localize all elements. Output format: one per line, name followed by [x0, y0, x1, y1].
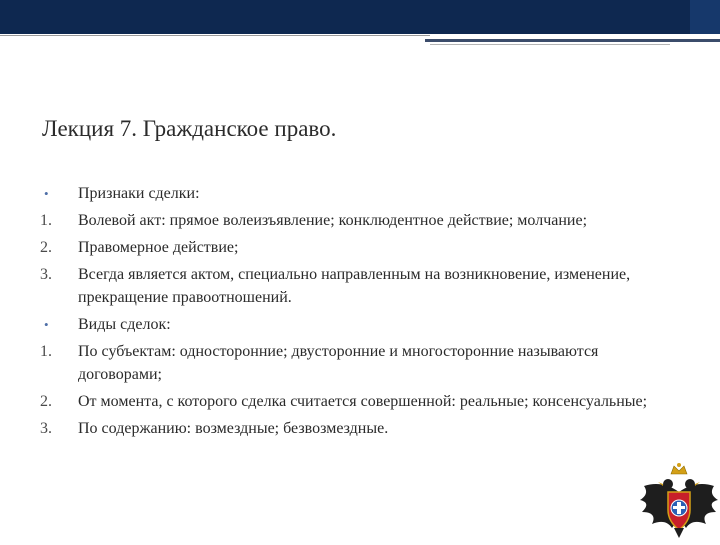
list-item-text: Виды сделок: [78, 316, 171, 333]
list-item [40, 209, 680, 232]
divider-line-thick [425, 39, 720, 42]
list-item [40, 236, 680, 259]
list-item [40, 313, 680, 336]
number-marker: 2. [40, 239, 52, 256]
list-item-text: Всегда является актом, специально направленным на возникновение, изменение, прекращение правоотношений. [78, 266, 631, 306]
header-accent [690, 0, 720, 34]
list-item-text: Волевой акт: прямое волеизъявление; конклюдентное действие; молчание; [78, 212, 588, 229]
list-item-text: По содержанию: возмездные; безвозмездные. [78, 420, 389, 437]
bullet-marker: • [44, 317, 49, 332]
list-item [40, 263, 680, 309]
list-item-text: Признаки сделки: [78, 185, 200, 202]
list-item [40, 340, 680, 386]
list-item [40, 390, 680, 413]
list-item-text: От момента, с которого сделка считается совершенной: реальные; консенсуальные; [78, 393, 648, 410]
divider-line [0, 35, 430, 36]
number-marker: 3. [40, 420, 52, 437]
slide-title: Лекция 7. Гражданское право. [42, 116, 337, 141]
slide-content [40, 182, 680, 444]
number-marker: 1. [40, 343, 52, 360]
number-marker: 3. [40, 266, 52, 283]
list-item-text: Правомерное действие; [78, 239, 239, 256]
double-headed-eagle-crest-icon [638, 462, 720, 540]
number-marker: 2. [40, 393, 52, 410]
number-marker: 1. [40, 212, 52, 229]
list-item [40, 417, 680, 440]
header-band [0, 0, 720, 34]
list-item [40, 182, 680, 205]
bullet-marker: • [44, 186, 49, 201]
divider-line-thin [430, 44, 670, 45]
list-item-text: По субъектам: односторонние; двусторонние и многосторонние называются договорами; [78, 343, 599, 383]
